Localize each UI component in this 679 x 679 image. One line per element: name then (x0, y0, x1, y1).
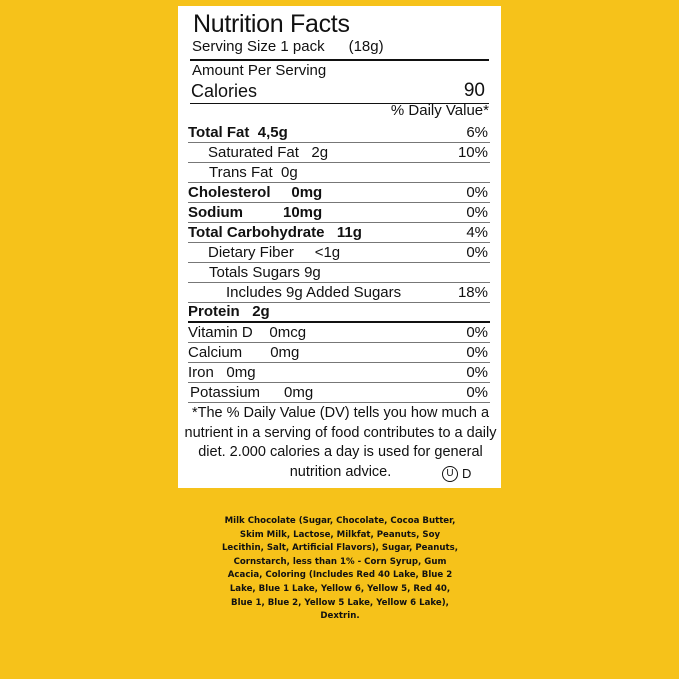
nutrient-pct: 0% (466, 184, 488, 201)
calories-row (191, 81, 485, 101)
ud-circle-icon: U (442, 466, 458, 482)
calories-label: Calories (191, 81, 258, 101)
nutrient-row-added-sugars (188, 283, 490, 303)
ud-mark-suffix: D (462, 466, 472, 481)
nutrient-row-saturated-fat (188, 143, 490, 163)
nutrient-amount: 10mg (283, 204, 323, 221)
nutrient-name: Totals Sugars (209, 264, 300, 281)
nutrient-row-total-carbohydrate (188, 223, 490, 243)
nutrient-row-total-fat (188, 123, 490, 143)
nutrient-name: Vitamin D (188, 324, 253, 341)
nutrient-amount: 0mg (226, 364, 256, 381)
nutrient-name: Total Carbohydrate (188, 224, 325, 241)
nutrient-row-trans-fat (188, 163, 490, 183)
ud-mark (442, 466, 471, 482)
nutrient-amount: 0mcg (269, 324, 307, 341)
amount-per-serving: Amount Per Serving (192, 62, 327, 79)
nutrient-amount: 0mg (270, 344, 300, 361)
nutrient-amount: <1g (314, 244, 341, 261)
nutrient-row-total-sugars (188, 263, 490, 283)
nutrient-name: Iron (188, 364, 214, 381)
nutrient-name: Sodium (188, 204, 243, 221)
nutrient-pct: 10% (457, 144, 488, 161)
nutrient-row-sodium (188, 203, 490, 223)
ingredients-list: Milk Chocolate (Sugar, Chocolate, Cocoa Butter, Skim Milk, Lactose, Milkfat, Peanuts, Soy Lecithin, Salt, Artificial Flavors), Sugar, Peanuts, Cornstarch, less than 1% - Corn Syrup, Gum Acacia, Coloring (Includes Red 40 Lake, Blue 2 Lake, Blue 1 Lake, Yellow 6, Yellow 5, Red 40, Blue 1, Blue 2, Yellow 5 Lake, Yellow 6 Lake), Dextrin. (221, 516, 459, 622)
daily-value-header: % Daily Value* (390, 102, 489, 119)
nutrient-row-potassium (188, 383, 490, 403)
nutrient-row-dietary-fiber (188, 243, 490, 263)
nutrient-pct: 0% (466, 344, 488, 361)
nutrient-amount: 4,5g (257, 124, 288, 141)
nutrient-name: Dietary Fiber (208, 244, 294, 261)
divider-thick (190, 59, 489, 61)
nutrient-row-iron (188, 363, 490, 383)
nutrient-name: Potassium (190, 384, 261, 401)
nutrient-name: Protein (188, 303, 240, 320)
nutrient-pct: 4% (466, 224, 488, 241)
daily-value-footnote: *The % Daily Value (DV) tells you how much a nutrient in a serving of food contributes to a daily diet. 2.000 calories a day is used for general nutrition advice. (184, 405, 497, 480)
nutrient-name: Trans Fat (209, 164, 273, 181)
nutrient-pct: 0% (466, 364, 488, 381)
nutrient-row-cholesterol (188, 183, 490, 203)
nutrient-amount: 9g (304, 264, 321, 281)
nutrition-facts-label (178, 6, 501, 488)
nutrient-row-protein (188, 303, 490, 323)
nutrient-amount: 2g (252, 303, 270, 320)
nutrient-name: Calcium (188, 344, 243, 361)
serving-size-grams: (18g) (348, 38, 384, 55)
nutrient-amount: 0mg (284, 384, 314, 401)
nutrient-amount: 0mg (291, 184, 323, 201)
nutrient-name: Includes 9g Added Sugars (226, 284, 402, 301)
nutrient-name: Total Fat (188, 124, 250, 141)
nutrient-name: Cholesterol (188, 184, 271, 201)
nutrient-amount: 11g (336, 224, 362, 241)
nutrient-row-vitamin-d (188, 323, 490, 343)
nutrient-row-calcium (188, 343, 490, 363)
calories-value: 90 (463, 80, 485, 101)
serving-size (192, 39, 384, 55)
nutrient-pct: 18% (457, 284, 488, 301)
nutrient-pct: 0% (466, 244, 488, 261)
nutrient-pct: 0% (466, 204, 488, 221)
nutrient-pct: 0% (466, 324, 488, 341)
nutrient-pct: 6% (466, 124, 488, 141)
serving-size-text: Serving Size 1 pack (192, 38, 325, 55)
nutrient-amount: 2g (311, 144, 329, 161)
nutrient-amount: 0g (280, 164, 298, 181)
nutrient-name: Saturated Fat (208, 144, 299, 161)
nutrient-pct: 0% (466, 384, 488, 401)
nutrition-facts-title: Nutrition Facts (193, 10, 350, 38)
